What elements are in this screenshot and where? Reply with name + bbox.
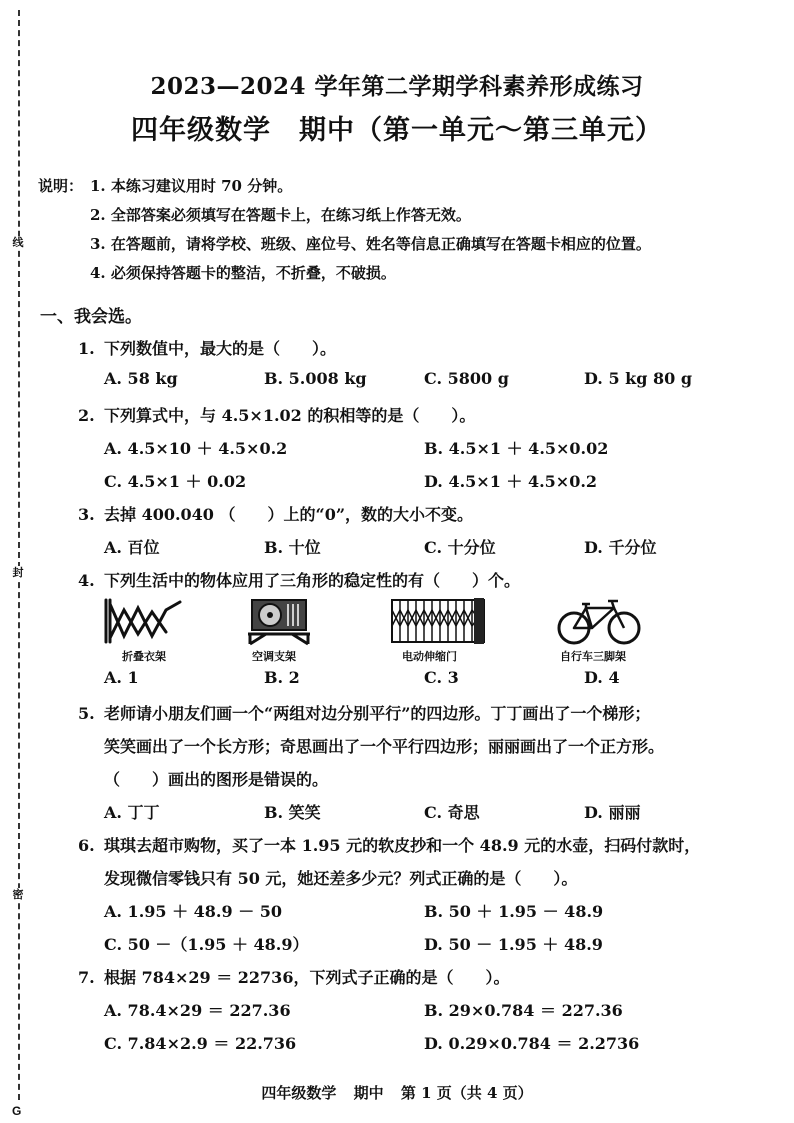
- option-c: C. 5800 g: [424, 369, 509, 388]
- option-a: A. 丁丁: [104, 803, 160, 822]
- question-6-line-2: 发现微信零钱只有 50 元，她还差多少元？列式正确的是（ ）。: [104, 869, 578, 888]
- option-a: A. 百位: [104, 538, 160, 557]
- bicycle-image: [556, 594, 642, 646]
- question-7: 7. 根据 784×29 ＝ 22736，下列式子正确的是（ ）。: [78, 968, 510, 987]
- telescopic-gate-image: [390, 596, 486, 646]
- option-c: C. 3: [424, 668, 459, 687]
- option-d: D. 4: [584, 668, 620, 687]
- ac-bracket-image: [244, 596, 314, 646]
- caption-ac-bracket: 空调支架: [252, 650, 296, 663]
- option-b: B. 29×0.784 ＝ 227.36: [424, 1001, 623, 1020]
- instructions: [38, 172, 651, 288]
- option-d: D. 丽丽: [584, 803, 641, 822]
- question-5-line-2: 笑笑画出了一个长方形；奇思画出了一个平行四边形；丽丽画出了一个正方形。: [104, 737, 665, 756]
- instruction-item: 2. 全部答案必须填写在答题卡上，在练习纸上作答无效。: [90, 206, 471, 224]
- question-2: 2. 下列算式中，与 4.5×1.02 的积相等的是（ ）。: [78, 406, 476, 425]
- folding-rack-image: [100, 596, 184, 646]
- option-b: B. 2: [264, 668, 300, 687]
- binding-dashed-line: [18, 10, 20, 1110]
- instructions-label: 说明：: [38, 177, 84, 195]
- caption-bicycle: 自行车三脚架: [560, 650, 626, 663]
- question-4: 4. 下列生活中的物体应用了三角形的稳定性的有（ ）个。: [78, 571, 521, 590]
- option-a: A. 4.5×10 ＋ 4.5×0.2: [104, 439, 288, 458]
- exam-subtitle: 四年级数学 期中（第一单元～第三单元）: [131, 115, 663, 146]
- option-d: D. 5 kg 80 g: [584, 369, 693, 388]
- option-b: B. 4.5×1 ＋ 4.5×0.02: [424, 439, 609, 458]
- question-1: 1. 下列数值中，最大的是（ ）。: [78, 339, 337, 358]
- binding-corner-mark: G: [12, 1104, 22, 1118]
- question-6: 6. 琪琪去超市购物，买了一本 1.95 元的软皮抄和一个 48.9 元的水壶，扫码付款时，: [78, 836, 701, 855]
- option-d: D. 0.29×0.784 ＝ 2.2736: [424, 1034, 640, 1053]
- instruction-item: 1. 本练习建议用时 70 分钟。: [90, 177, 293, 195]
- option-c: C. 十分位: [424, 538, 496, 557]
- binding-char-xian: 线: [10, 236, 26, 250]
- question-5-line-3: （ ）画出的图形是错误的。: [104, 770, 329, 789]
- option-a: A. 58 kg: [104, 369, 178, 388]
- option-b: B. 50 ＋ 1.95 － 48.9: [424, 902, 604, 921]
- footer-subject: 四年级数学: [261, 1084, 337, 1102]
- footer-page-number: 第 1 页（共 4 页）: [400, 1084, 533, 1102]
- section-title: 一、我会选。: [40, 307, 142, 327]
- caption-folding-rack: 折叠衣架: [122, 650, 166, 663]
- option-d: D. 50 － 1.95 ＋ 48.9: [424, 935, 603, 954]
- page-footer: [0, 1082, 794, 1103]
- option-b: B. 5.008 kg: [264, 369, 367, 388]
- option-c: C. 4.5×1 ＋ 0.02: [104, 472, 247, 491]
- option-b: B. 笑笑: [264, 803, 321, 822]
- caption-telescopic-gate: 电动伸缩门: [402, 650, 457, 663]
- binding-char-feng: 封: [10, 566, 26, 580]
- option-c: C. 奇思: [424, 803, 480, 822]
- question-5: 5. 老师请小朋友们画一个“两组对边分别平行”的四边形。丁丁画出了一个梯形；: [78, 704, 651, 723]
- binding-char-mi: 密: [10, 888, 26, 902]
- question-3: 3. 去掉 400.040 （ ）上的“0”，数的大小不变。: [78, 505, 474, 524]
- option-b: B. 十位: [264, 538, 321, 557]
- instruction-item: 4. 必须保持答题卡的整洁，不折叠，不破损。: [90, 264, 396, 282]
- option-a: A. 78.4×29 ＝ 227.36: [104, 1001, 291, 1020]
- exam-title: 2023—2024 学年第二学期学科素养形成练习: [150, 73, 644, 100]
- option-c: C. 7.84×2.9 ＝ 22.736: [104, 1034, 297, 1053]
- option-d: D. 4.5×1 ＋ 4.5×0.2: [424, 472, 598, 491]
- instruction-item: 3. 在答题前，请将学校、班级、座位号、姓名等信息正确填写在答题卡相应的位置。: [90, 235, 651, 253]
- footer-term: 期中: [353, 1084, 384, 1102]
- option-a: A. 1.95 ＋ 48.9 － 50: [104, 902, 283, 921]
- option-d: D. 千分位: [584, 538, 657, 557]
- option-c: C. 50 －（1.95 ＋ 48.9）: [104, 935, 309, 954]
- option-a: A. 1: [104, 668, 139, 687]
